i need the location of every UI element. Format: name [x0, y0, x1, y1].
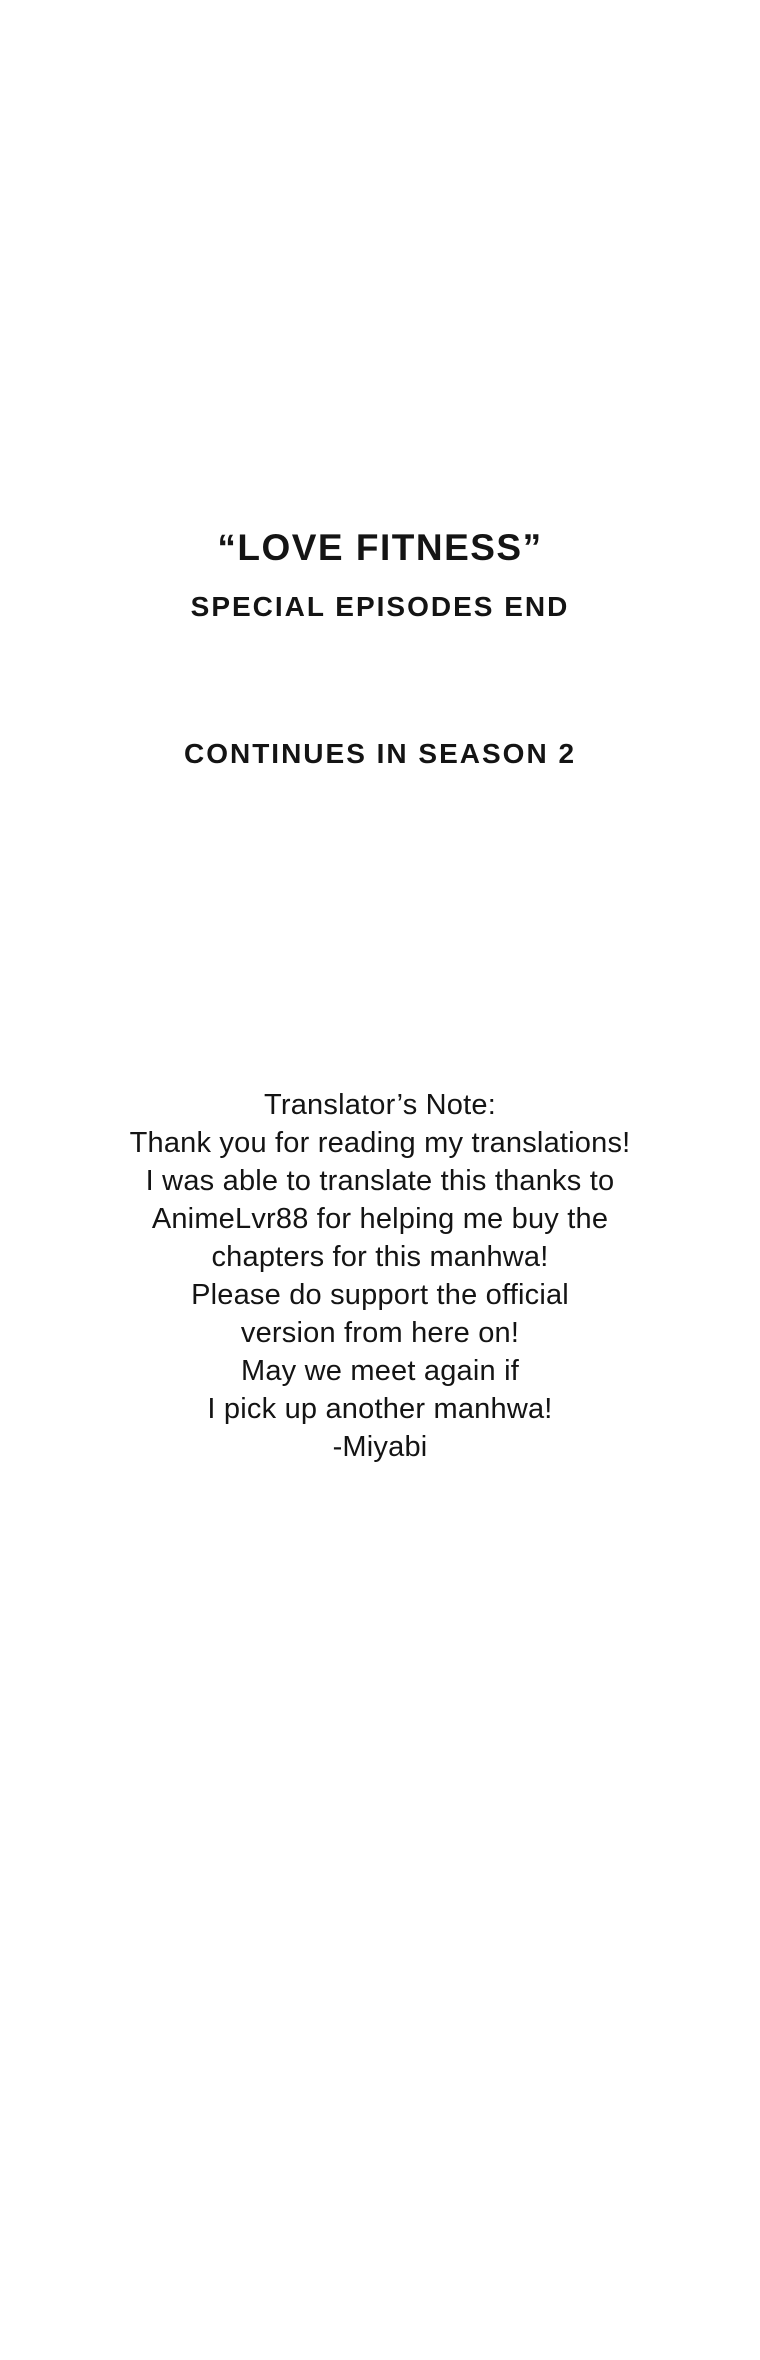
- translator-note-line: Please do support the official: [191, 1279, 569, 1311]
- translator-note-heading: Translator’s Note:: [264, 1089, 496, 1121]
- translator-note-line: chapters for this manhwa!: [211, 1241, 549, 1273]
- translator-note-line: I pick up another manhwa!: [207, 1393, 553, 1425]
- series-title: “LOVE FITNESS”: [217, 527, 543, 568]
- translator-note-line: I was able to translate this thanks to: [145, 1165, 615, 1197]
- translator-note-paragraph-1: [0, 1086, 760, 1276]
- translator-note: [0, 1086, 760, 1466]
- translator-note-paragraph-2: [0, 1276, 760, 1352]
- translator-note-paragraph-3: [0, 1352, 760, 1428]
- translator-note-line: Thank you for reading my translations!: [129, 1127, 631, 1159]
- season-continuation-text: CONTINUES IN SEASON 2: [183, 738, 577, 769]
- translator-note-line: May we meet again if: [240, 1355, 519, 1387]
- translator-signature: -Miyabi: [332, 1431, 428, 1463]
- translator-note-line: AnimeLvr88 for helping me buy the: [151, 1203, 609, 1235]
- series-subtitle: SPECIAL EPISODES END: [190, 591, 570, 622]
- translator-note-line: version from here on!: [240, 1317, 520, 1349]
